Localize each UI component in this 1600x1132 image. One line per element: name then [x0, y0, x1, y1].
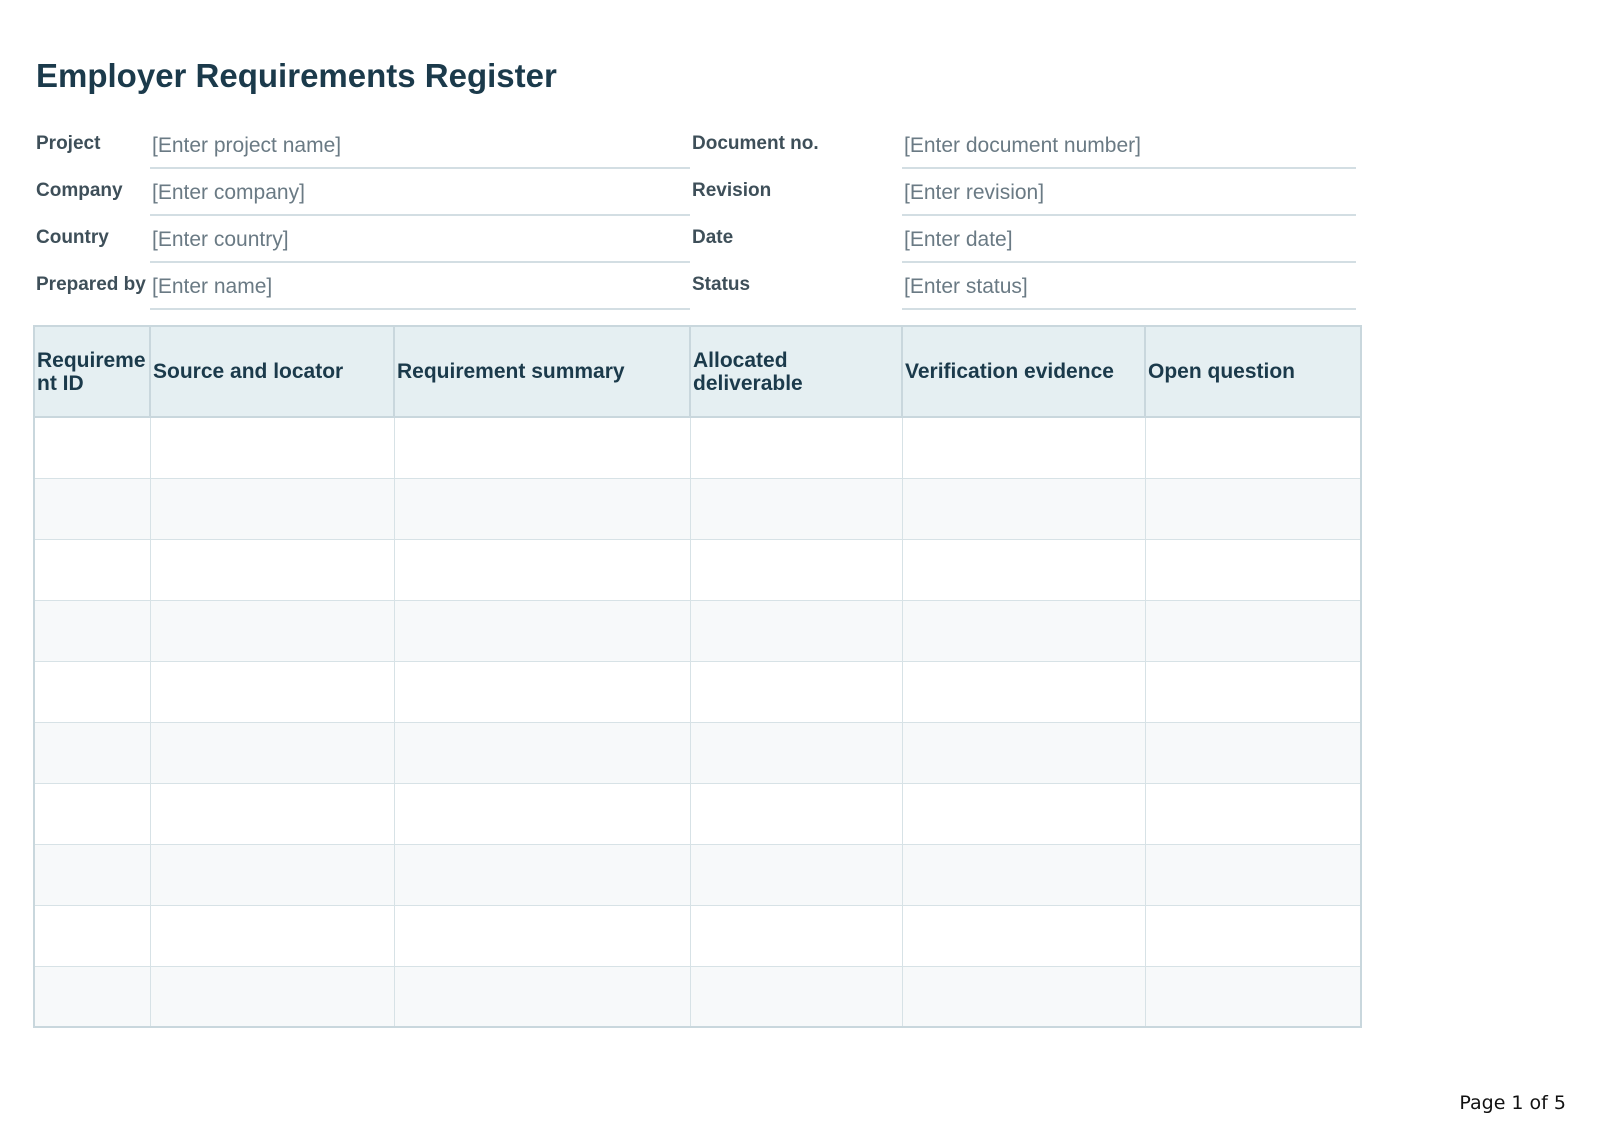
- table-cell[interactable]: [902, 722, 1145, 783]
- table-cell[interactable]: [690, 966, 902, 1027]
- header-open-question: Open question: [1145, 326, 1361, 417]
- prepared-by-field[interactable]: [150, 263, 690, 310]
- table-row: [34, 600, 1361, 661]
- table-cell[interactable]: [690, 600, 902, 661]
- table-cell[interactable]: [902, 539, 1145, 600]
- table-cell[interactable]: [902, 966, 1145, 1027]
- table-cell[interactable]: [34, 783, 150, 844]
- table-cell[interactable]: [150, 722, 394, 783]
- header-allocated-deliverable: Allocated deliverable: [690, 326, 902, 417]
- company-field[interactable]: [150, 169, 690, 216]
- table-cell[interactable]: [394, 966, 690, 1027]
- table-cell[interactable]: [34, 417, 150, 478]
- table-cell[interactable]: [150, 539, 394, 600]
- table-cell[interactable]: [1145, 661, 1361, 722]
- table-cell[interactable]: [34, 600, 150, 661]
- table-cell[interactable]: [1145, 905, 1361, 966]
- table-cell[interactable]: [394, 722, 690, 783]
- table-cell[interactable]: [394, 600, 690, 661]
- status-label: Status: [692, 274, 751, 295]
- table-row: [34, 905, 1361, 966]
- table-cell[interactable]: [690, 905, 902, 966]
- table-cell[interactable]: [394, 783, 690, 844]
- page-number: Page 1 of 5: [1459, 1092, 1566, 1114]
- table-cell[interactable]: [1145, 539, 1361, 600]
- table-cell[interactable]: [150, 844, 394, 905]
- revision-label: Revision: [692, 180, 772, 201]
- table-row: [34, 966, 1361, 1027]
- prepared-by-field-value: [Enter name]: [152, 275, 273, 298]
- table-row: [34, 722, 1361, 783]
- table-cell[interactable]: [1145, 478, 1361, 539]
- table-cell[interactable]: [150, 966, 394, 1027]
- table-cell[interactable]: [150, 783, 394, 844]
- table-cell[interactable]: [34, 478, 150, 539]
- table-cell[interactable]: [690, 661, 902, 722]
- page-title: Employer Requirements Register: [36, 57, 557, 94]
- table-cell[interactable]: [150, 600, 394, 661]
- revision-field[interactable]: [902, 169, 1356, 216]
- project-label: Project: [36, 133, 101, 154]
- table-cell[interactable]: [34, 661, 150, 722]
- prepared-by-label: Prepared by: [36, 274, 146, 295]
- header-source-and-locator: Source and locator: [150, 326, 394, 417]
- table-cell[interactable]: [1145, 844, 1361, 905]
- header-verification-evidence: Verification evidence: [902, 326, 1145, 417]
- table-cell[interactable]: [394, 661, 690, 722]
- requirements-table: [33, 325, 1362, 1028]
- table-cell[interactable]: [150, 478, 394, 539]
- document-no-field-value: [Enter document number]: [904, 134, 1141, 157]
- table-cell[interactable]: [150, 661, 394, 722]
- header-requirement-id: Requirement ID: [34, 326, 150, 417]
- table-cell[interactable]: [902, 844, 1145, 905]
- table-cell[interactable]: [902, 417, 1145, 478]
- table-cell[interactable]: [690, 417, 902, 478]
- table-cell[interactable]: [902, 478, 1145, 539]
- table-cell[interactable]: [394, 905, 690, 966]
- date-field-value: [Enter date]: [904, 228, 1013, 251]
- table-cell[interactable]: [690, 783, 902, 844]
- table-cell[interactable]: [150, 905, 394, 966]
- document-no-field[interactable]: [902, 122, 1356, 169]
- table-cell[interactable]: [1145, 966, 1361, 1027]
- table-cell[interactable]: [34, 844, 150, 905]
- table-cell[interactable]: [902, 661, 1145, 722]
- table-row: [34, 783, 1361, 844]
- table-cell[interactable]: [690, 478, 902, 539]
- table-cell[interactable]: [34, 905, 150, 966]
- table-cell[interactable]: [34, 539, 150, 600]
- table-cell[interactable]: [34, 966, 150, 1027]
- country-field-value: [Enter country]: [152, 228, 289, 251]
- table-row: [34, 478, 1361, 539]
- table-cell[interactable]: [1145, 722, 1361, 783]
- table-header-row: [34, 326, 1361, 417]
- date-label: Date: [692, 227, 734, 248]
- project-field-value: [Enter project name]: [152, 134, 342, 157]
- table-cell[interactable]: [394, 478, 690, 539]
- document-no-label: Document no.: [692, 133, 819, 154]
- table-cell[interactable]: [1145, 600, 1361, 661]
- table-cell[interactable]: [394, 539, 690, 600]
- status-field-value: [Enter status]: [904, 275, 1028, 298]
- table-cell[interactable]: [394, 844, 690, 905]
- date-field[interactable]: [902, 216, 1356, 263]
- country-field[interactable]: [150, 216, 690, 263]
- status-field[interactable]: [902, 263, 1356, 310]
- table-cell[interactable]: [690, 722, 902, 783]
- table-row: [34, 844, 1361, 905]
- table-cell[interactable]: [902, 600, 1145, 661]
- table-cell[interactable]: [150, 417, 394, 478]
- table-cell[interactable]: [902, 783, 1145, 844]
- header-requirement-summary: Requirement summary: [394, 326, 690, 417]
- company-field-value: [Enter company]: [152, 181, 305, 204]
- table-body: [34, 417, 1361, 1027]
- table-row: [34, 539, 1361, 600]
- company-label: Company: [36, 180, 123, 201]
- table-cell[interactable]: [394, 417, 690, 478]
- country-label: Country: [36, 227, 109, 248]
- table-row: [34, 417, 1361, 478]
- project-field[interactable]: [150, 122, 690, 169]
- table-cell[interactable]: [34, 722, 150, 783]
- table-cell[interactable]: [902, 905, 1145, 966]
- table-row: [34, 661, 1361, 722]
- table-cell[interactable]: [690, 539, 902, 600]
- revision-field-value: [Enter revision]: [904, 181, 1045, 204]
- table-cell[interactable]: [1145, 417, 1361, 478]
- table-cell[interactable]: [690, 844, 902, 905]
- table-cell[interactable]: [1145, 783, 1361, 844]
